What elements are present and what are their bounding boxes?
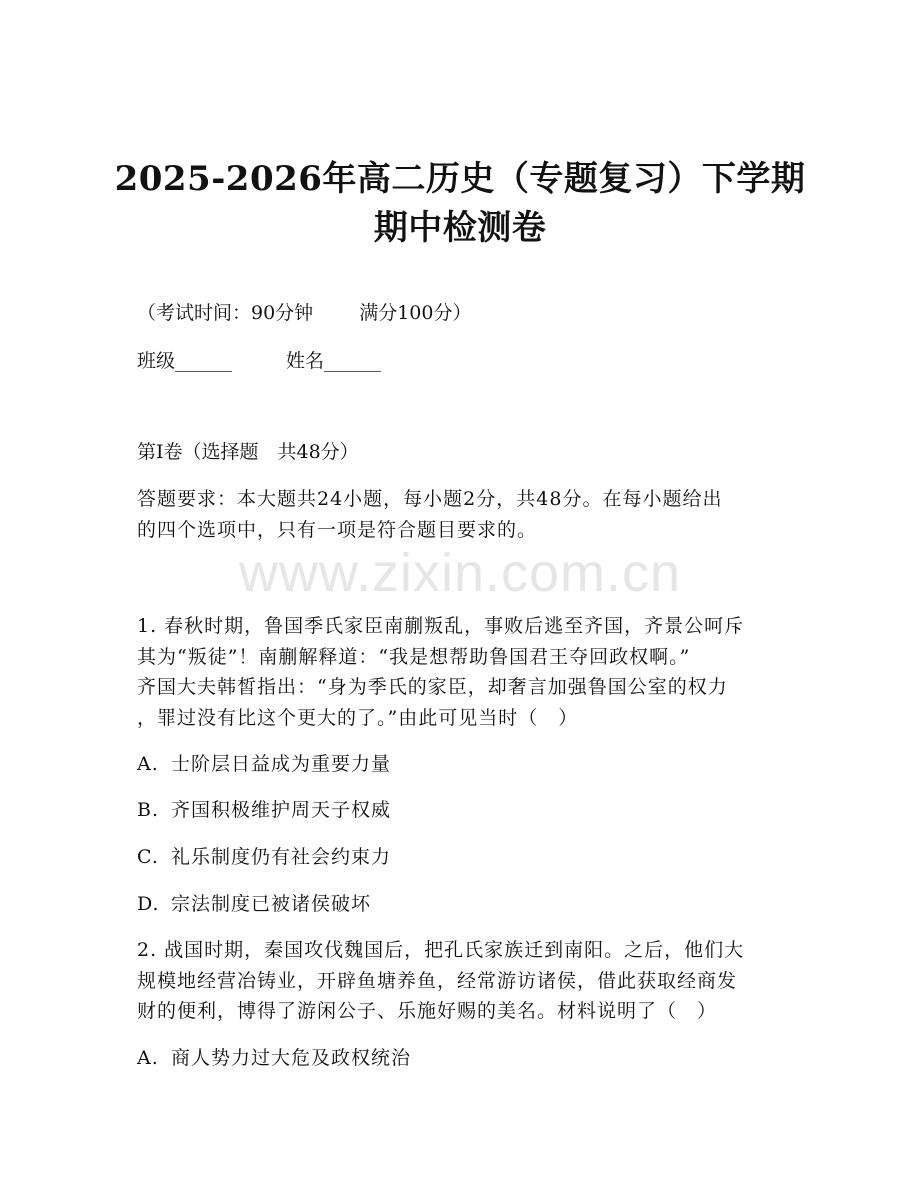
instructions-line: 的四个选项中，只有一项是符合题目要求的。 <box>137 518 538 541</box>
section-heading: 第I卷（选择题 共48分） <box>137 441 359 463</box>
question-stem-line: 1. 春秋时期，鲁国季氏家臣南蒯叛乱，事败后逃至齐国，齐景公呵斥 <box>137 615 745 637</box>
instructions <box>137 484 787 545</box>
option-text: 宗法制度已被诸侯破坏 <box>171 893 372 915</box>
option-label: D. <box>137 893 160 915</box>
question-2-option-a <box>137 1043 411 1073</box>
exam-score: 满分100分） <box>359 302 472 324</box>
question-1-option-a <box>137 749 391 779</box>
question-stem-line: 齐国大夫韩皙指出：“身为季氏的家臣，却奢言加强鲁国公室的权力 <box>137 676 728 698</box>
question-stem-line: 规模地经营冶铸业，开辟鱼塘养鱼，经常游访诸侯，借此获取经商发 <box>137 969 738 992</box>
student-fields <box>137 346 381 376</box>
option-text: 礼乐制度仍有社会约束力 <box>171 846 392 868</box>
exam-info <box>137 298 471 328</box>
option-text: 齐国积极维护周天子权威 <box>171 799 392 821</box>
exam-title-line1: 2025-2026年高二历史（专题复习）下学期 <box>114 159 806 199</box>
question-stem-line: ，罪过没有比这个更大的了。”由此可见当时（ ） <box>137 706 579 729</box>
option-label: A. <box>137 753 159 775</box>
watermark: www.zixin.com.cn <box>238 543 682 603</box>
option-text: 商人势力过大危及政权统治 <box>171 1047 412 1069</box>
question-1-option-c <box>137 842 391 872</box>
question-stem-line: 财的便利，博得了游闲公子、乐施好赐的美名。材料说明了（ ） <box>137 1000 718 1022</box>
question-1-option-d <box>137 889 371 919</box>
question-1-option-b <box>137 795 391 825</box>
question-stem-line: 其为“叛徒”！南蒯解释道：“我是想帮助鲁国君王夺回政权啊。” <box>137 645 691 668</box>
class-field: 班级______ <box>137 350 233 372</box>
option-text: 士阶层日益成为重要力量 <box>171 753 392 775</box>
option-label: B. <box>137 799 160 821</box>
option-label: C. <box>137 846 159 868</box>
exam-title-line2: 期中检测卷 <box>373 208 547 248</box>
instructions-line: 答题要求：本大题共24小题，每小题2分，共48分。在每小题给出 <box>137 488 723 510</box>
exam-time: （考试时间：90分钟 <box>137 302 314 324</box>
question-1-stem <box>137 611 787 733</box>
option-label: A. <box>137 1047 159 1069</box>
name-field: 姓名______ <box>286 350 382 372</box>
question-stem-line: 2. 战国时期，秦国攻伐魏国后，把孔氏家族迁到南阳。之后，他们大 <box>137 939 745 961</box>
question-2-stem <box>137 935 787 1027</box>
